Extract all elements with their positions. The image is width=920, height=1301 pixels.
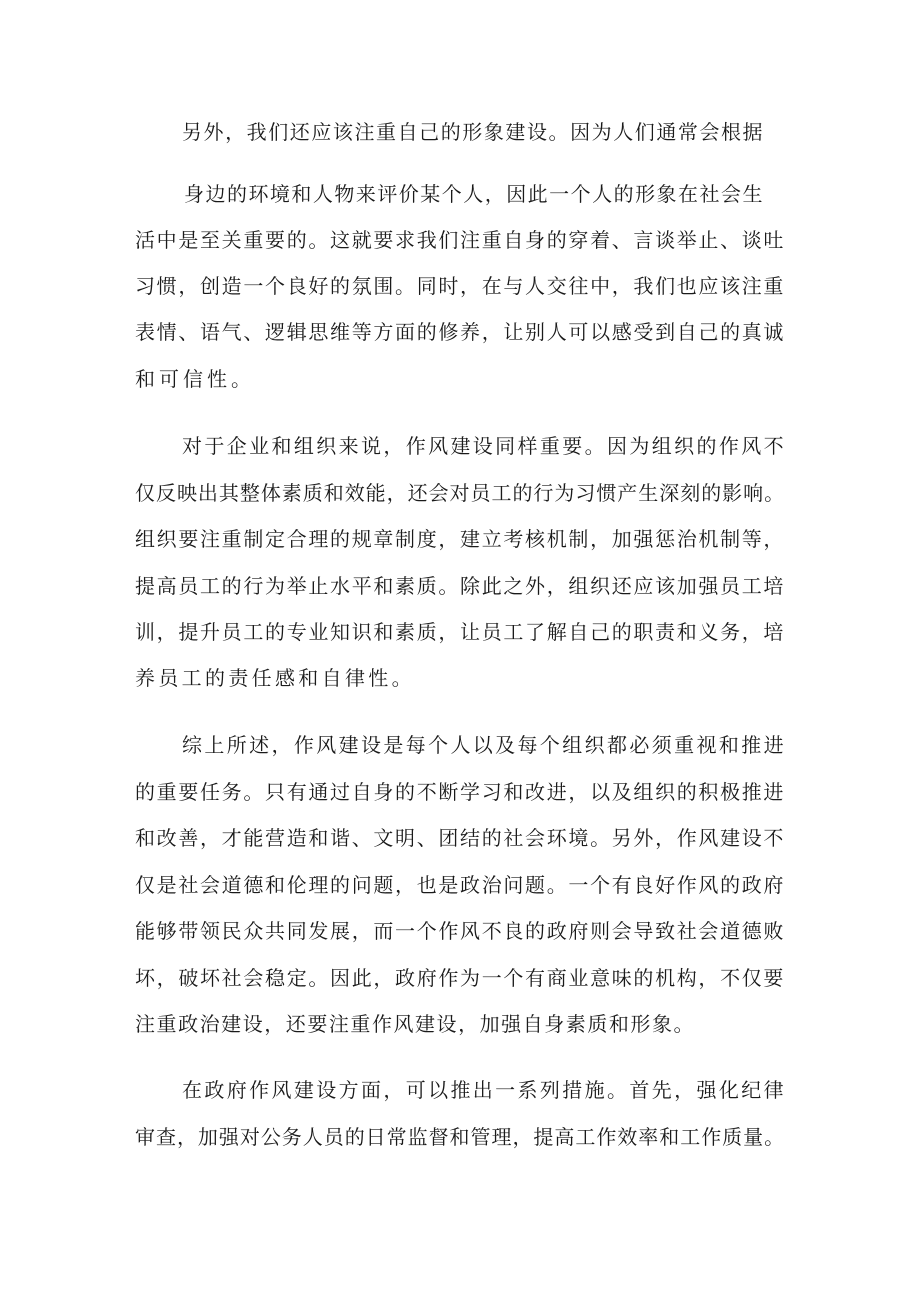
text-line: 活中是至关重要的。这就要求我们注重自身的穿着、言谈举止、谈吐 xyxy=(135,228,786,252)
text-line: 的重要任务。只有通过自身的不断学习和改进，以及组织的积极推进 xyxy=(135,780,786,804)
text-line: 审查，加强对公务人员的日常监督和管理，提高工作效率和工作质量。 xyxy=(135,1125,786,1149)
text-line: 组织要注重制定合理的规章制度，建立考核机制，加强惩治机制等， xyxy=(135,527,786,551)
text-line: 仅反映出其整体素质和效能，还会对员工的行为习惯产生深刻的影响。 xyxy=(135,481,786,505)
text-line: 养员工的责任感和自律性。 xyxy=(135,666,415,690)
text-line: 注重政治建设，还要注重作风建设，加强自身素质和形象。 xyxy=(135,1012,696,1036)
text-line: 在政府作风建设方面，可以推出一系列措施。首先，强化纪律 xyxy=(182,1078,786,1102)
text-line: 另外，我们还应该注重自己的形象建设。因为人们通常会根据 xyxy=(182,120,765,144)
text-line: 综上所述，作风建设是每个人以及每个组织都必须重视和推进 xyxy=(182,733,786,757)
text-line: 仅是社会道德和伦理的问题，也是政治问题。一个有良好作风的政府 xyxy=(135,873,786,897)
text-line: 表情、语气、逻辑思维等方面的修养，让别人可以感受到自己的真诚 xyxy=(135,320,786,344)
text-line: 坏，破坏社会稳定。因此，政府作为一个有商业意味的机构，不仅要 xyxy=(135,966,786,990)
text-line: 对于企业和组织来说，作风建设同样重要。因为组织的作风不 xyxy=(182,434,786,458)
text-line: 能够带领民众共同发展，而一个作风不良的政府则会导致社会道德败 xyxy=(135,919,786,943)
text-line: 身边的环境和人物来评价某个人，因此一个人的形象在社会生 xyxy=(184,182,764,206)
text-line: 训，提升员工的专业知识和素质，让员工了解自己的职责和义务，培 xyxy=(135,620,786,644)
text-line: 提高员工的行为举止水平和素质。除此之外，组织还应该加强员工培 xyxy=(135,574,786,598)
text-line: 习惯，创造一个良好的氛围。同时，在与人交往中，我们也应该注重 xyxy=(135,274,786,298)
text-line: 和可信性。 xyxy=(135,367,255,391)
text-line: 和改善，才能营造和谐、文明、团结的社会环境。另外，作风建设不 xyxy=(135,826,786,850)
